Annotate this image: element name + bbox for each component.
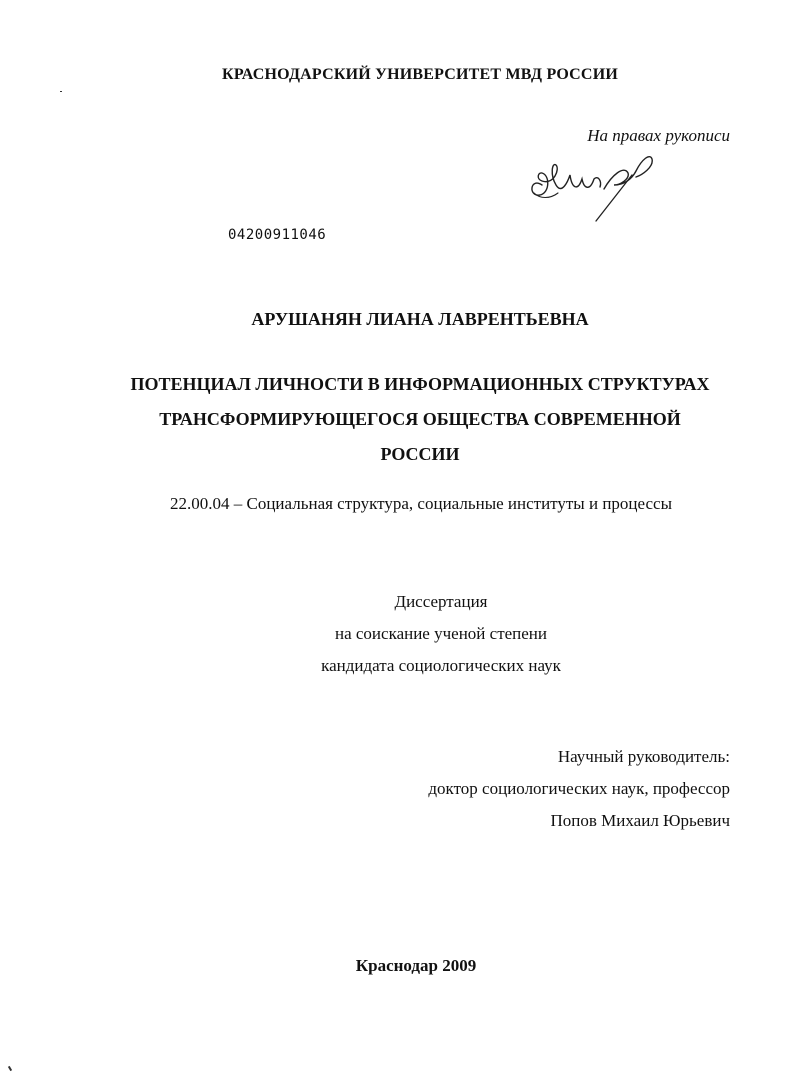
title-line: ПОТЕНЦИАЛ ЛИЧНОСТИ В ИНФОРМАЦИОННЫХ СТРУКТУРАХ xyxy=(130,374,710,394)
handwritten-signature xyxy=(520,145,670,225)
catalog-code: 04200911046 xyxy=(228,227,327,243)
supervisor-block xyxy=(428,741,730,837)
author-name: АРУШАНЯН ЛИАНА ЛАВРЕНТЬЕВНА xyxy=(251,309,589,329)
title-line: РОССИИ xyxy=(380,444,460,464)
supervisor-line: Научный руководитель: xyxy=(557,747,730,766)
supervisor-line: Попов Михаил Юрьевич xyxy=(550,811,730,830)
scan-speck xyxy=(8,1066,12,1071)
manuscript-rights-note: На правах рукописи xyxy=(587,126,730,145)
degree-line: на соискание ученой степени xyxy=(334,624,548,643)
city-year: Краснодар 2009 xyxy=(355,956,477,975)
degree-statement xyxy=(0,586,792,682)
degree-line: кандидата социологических наук xyxy=(321,656,561,675)
title-line: ТРАНСФОРМИРУЮЩЕГОСЯ ОБЩЕСТВА СОВРЕМЕННОЙ xyxy=(159,409,681,429)
supervisor-line: доктор социологических наук, профессор xyxy=(428,779,730,798)
degree-line: Диссертация xyxy=(394,592,488,611)
specialty-code: 22.00.04 – Социальная структура, социальные институты и процессы xyxy=(170,494,673,513)
scan-speck xyxy=(60,91,62,92)
university-name: КРАСНОДАРСКИЙ УНИВЕРСИТЕТ МВД РОССИИ xyxy=(222,66,618,83)
dissertation-title xyxy=(110,367,730,472)
